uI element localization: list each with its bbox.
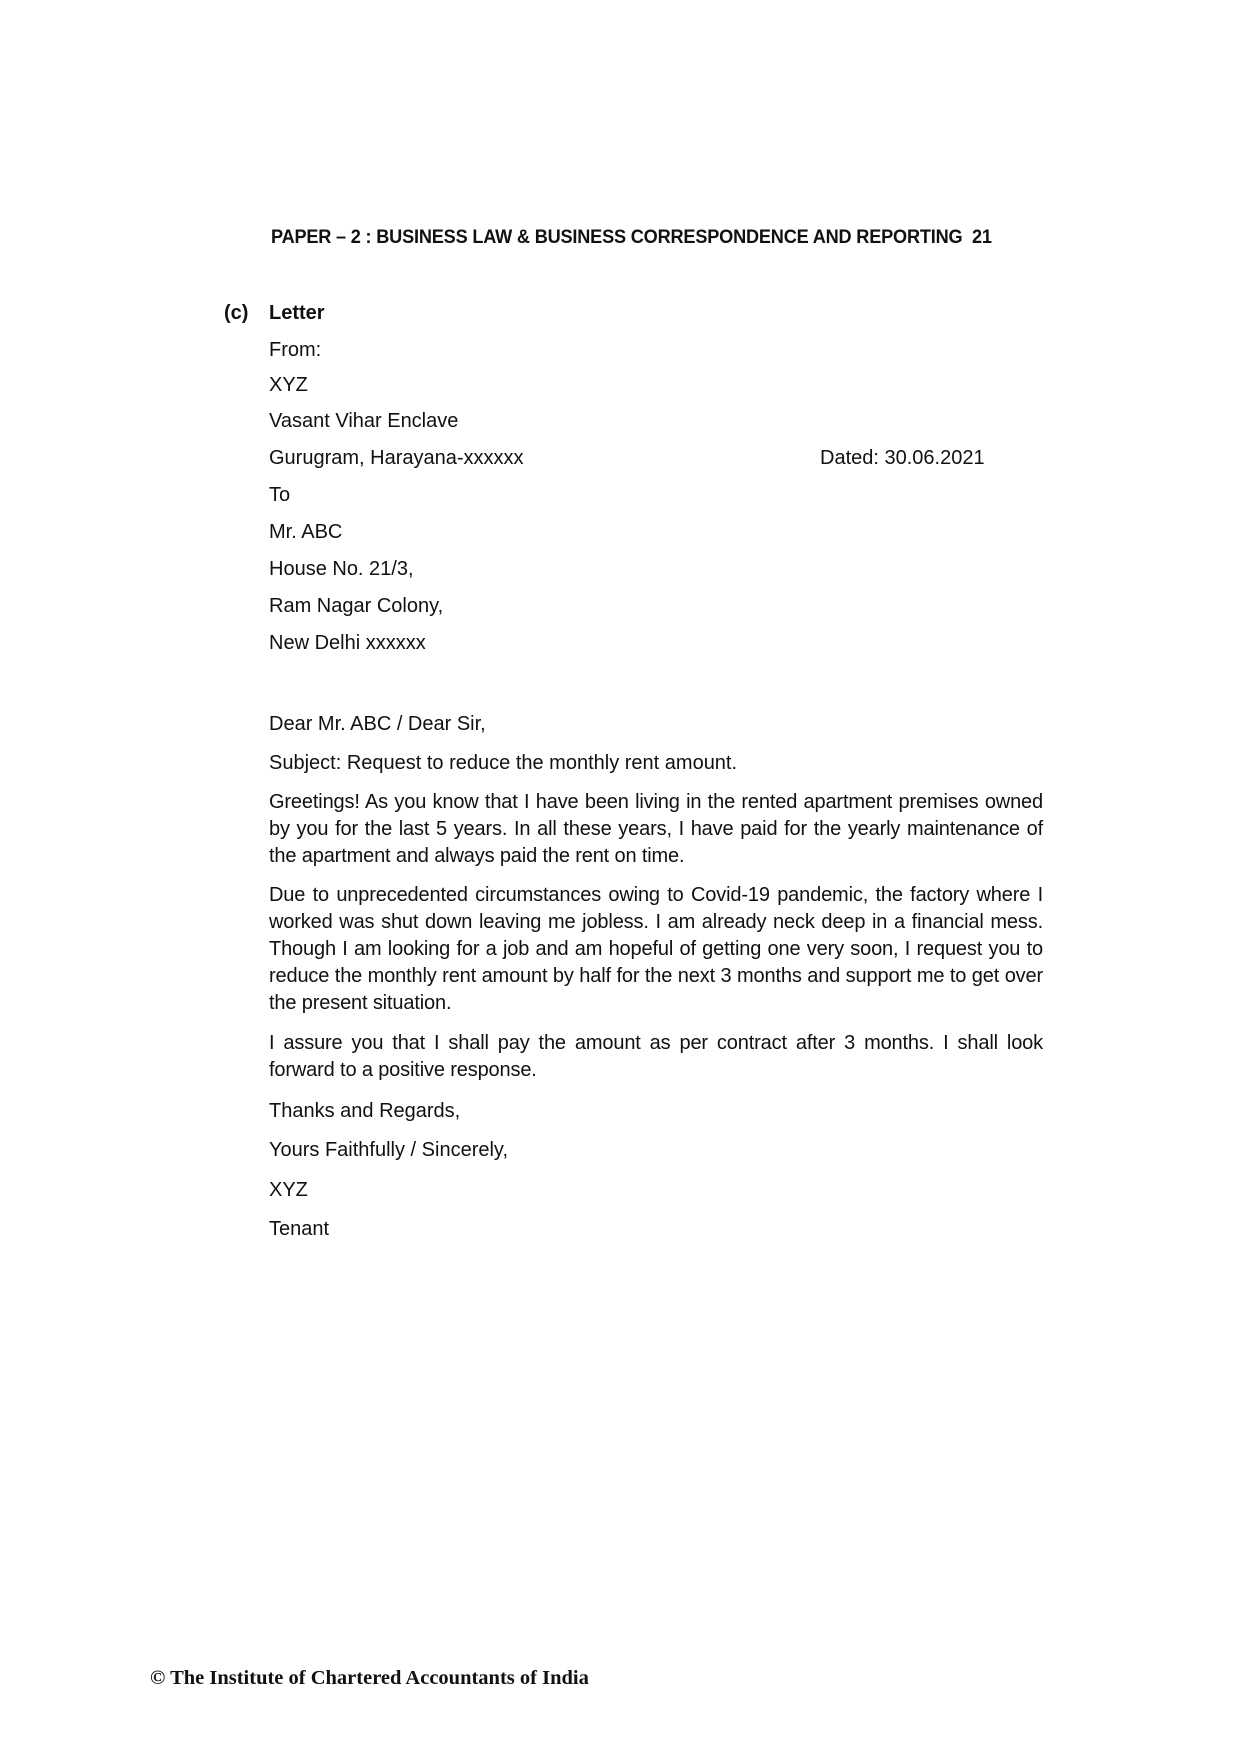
sender-name: XYZ [269,374,308,396]
recipient-address-line2: Ram Nagar Colony, [269,595,444,617]
page-number: 21 [971,226,992,248]
closing-valediction: Yours Faithfully / Sincerely, [269,1139,508,1161]
recipient-address-line1: House No. 21/3, [269,558,414,580]
sender-address-line2: Gurugram, Harayana-xxxxxx [269,447,524,469]
salutation: Dear Mr. ABC / Dear Sir, [269,713,486,735]
subject-line: Subject: Request to reduce the monthly rent amount. [269,752,738,774]
signatory-name: XYZ [269,1179,308,1201]
to-label: To [269,484,291,506]
closing-thanks: Thanks and Regards, [269,1100,461,1122]
body-paragraph-1: Greetings! As you know that I have been living in the rented apartment premises owned by you for the last 5 years. In all these years, I have paid for the yearly maintenance of the apartment and always paid the rent on time. [269,791,1043,867]
section-title: Letter [269,302,325,324]
page-header [271,226,992,249]
signatory-designation: Tenant [269,1218,330,1240]
section-letter: (c) [224,302,249,324]
letter-date: Dated: 30.06.2021 [820,447,985,469]
sender-address-line1: Vasant Vihar Enclave [269,410,459,432]
from-label: From: [269,339,322,361]
footer-copyright: © The Institute of Chartered Accountants of India [150,1667,589,1689]
paper-title: PAPER – 2 : BUSINESS LAW & BUSINESS CORRESPONDENCE AND REPORTING [271,226,963,248]
body-paragraph-2: Due to unprecedented circumstances owing to Covid-19 pandemic, the factory where I worked was shut down leaving me jobless. I am already neck deep in a financial mess. Though I am looking for a job and am hopeful of getting one very soon, I request you to reduce the monthly rent amount by half for the next 3 months and support me to get over the present situation. [269,884,1043,1014]
recipient-address-line3: New Delhi xxxxxx [269,632,426,654]
body-paragraph-3: I assure you that I shall pay the amount as per contract after 3 months. I shall look forward to a positive response. [269,1032,1043,1081]
recipient-name: Mr. ABC [269,521,343,543]
section-heading [224,302,1046,328]
